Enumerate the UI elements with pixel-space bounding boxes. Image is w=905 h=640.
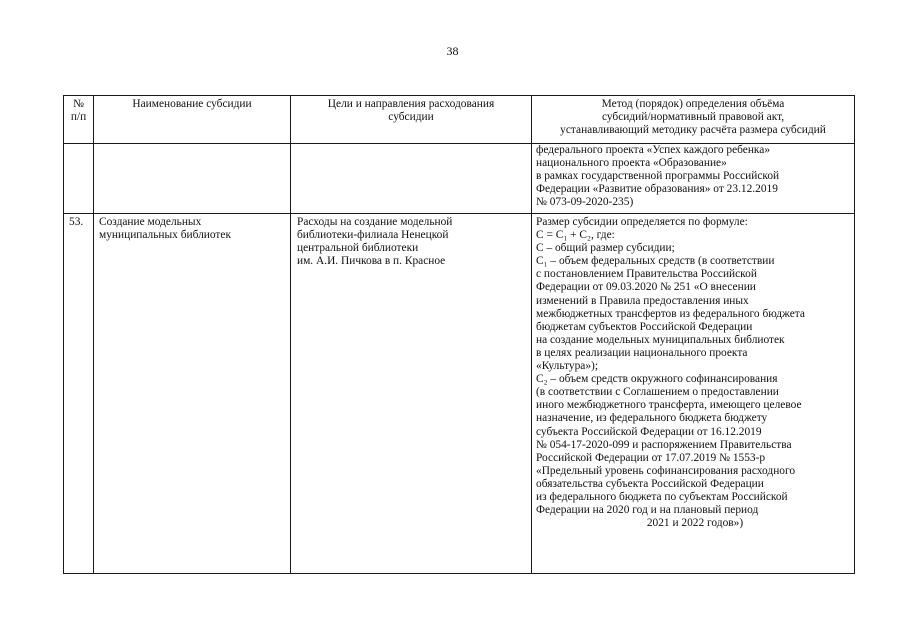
header-number-line: п/п xyxy=(70,111,87,124)
name-line: муниципальных библиотек xyxy=(99,229,232,242)
method-line: в рамках государственной программы Российской xyxy=(536,170,780,183)
goal-line: Расходы на создание модельной xyxy=(297,216,453,228)
method-line: Российской Федерации от 17.07.2019 № 1553-р xyxy=(536,451,766,464)
cell-goals xyxy=(291,214,532,574)
method-line: «Культура»); xyxy=(536,360,599,373)
method-line: С = С₁ + С₂, где: xyxy=(536,229,615,242)
method-line: иного межбюджетного трансферта, имеющего целевое xyxy=(536,399,802,412)
method-line: изменений в Правила предоставления иных xyxy=(536,294,749,307)
header-goals xyxy=(291,96,532,144)
goal-line: им. А.И. Пичкова в п. Красное xyxy=(297,255,446,268)
goal-line: центральной библиотеки xyxy=(297,242,419,255)
method-line: «Предельный уровень софинансирования расходного xyxy=(536,464,796,477)
method-line: Федерации на 2020 год и на плановый период xyxy=(536,504,759,517)
cell-number-empty xyxy=(64,144,94,214)
header-subsidy-name xyxy=(94,96,291,144)
table-row-53 xyxy=(64,214,855,574)
header-method-line: Метод (порядок) определения объёма xyxy=(601,98,785,110)
cell-method xyxy=(532,214,855,574)
header-goals-line: субсидии xyxy=(388,111,434,124)
method-line: субъекта Российской Федерации от 16.12.2019 xyxy=(536,425,762,438)
header-method xyxy=(532,96,855,144)
method-line: национального проекта «Образование» xyxy=(536,157,727,170)
method-line: бюджетам субъектов Российской Федерации xyxy=(536,320,753,333)
method-line: (в соответствии с Соглашением о предоставлении xyxy=(536,386,779,399)
header-subsidy-name-line: Наименование субсидии xyxy=(132,98,252,110)
method-line: назначение, из федерального бюджета бюджету xyxy=(536,412,768,425)
method-line: С₂ – объем средств окружного софинансирования xyxy=(536,373,778,386)
table-header-row xyxy=(64,96,855,144)
method-line: в целях реализации национального проекта xyxy=(536,346,748,359)
method-line: межбюджетных трансфертов из федерального бюджета xyxy=(536,307,805,320)
cell-number xyxy=(64,214,94,574)
page-number: 38 xyxy=(446,44,459,58)
method-line: 2021 и 2022 годов») xyxy=(646,517,744,530)
method-line: С₁ – объем федеральных средств (в соответствии xyxy=(536,255,775,268)
goal-line: библиотеки-филиала Ненецкой xyxy=(297,229,449,242)
cell-subsidy-name xyxy=(94,214,291,574)
method-line: № 073-09-2020-235) xyxy=(536,196,634,209)
method-line: Федерации от 09.03.2020 № 251 «О внесении xyxy=(536,281,756,294)
method-line: на создание модельных муниципальных библиотек xyxy=(536,333,785,346)
method-line: Федерации «Развитие образования» от 23.12.2019 xyxy=(536,183,778,196)
method-line: из федерального бюджета по субъектам Российской xyxy=(536,490,788,503)
row-number: 53. xyxy=(69,216,84,228)
header-method-line: устанавливающий методику расчёта размера субсидий xyxy=(560,124,826,137)
header-number xyxy=(64,96,94,144)
header-method-line: субсидий/нормативный правовой акт, xyxy=(601,111,785,124)
cell-name-empty xyxy=(94,144,291,214)
method-line: с постановлением Правительства Российской xyxy=(536,268,757,281)
method-line: обязательства субъекта Российской Федерации xyxy=(536,477,764,490)
subsidy-table xyxy=(63,95,855,574)
method-line: федерального проекта «Успех каждого ребенка» xyxy=(536,144,771,156)
name-line: Создание модельных xyxy=(99,216,202,228)
cell-method-continuation xyxy=(532,144,855,214)
header-number-line: № xyxy=(73,98,84,110)
method-line: № 054-17-2020-099 и распоряжением Правительства xyxy=(536,438,792,451)
header-goals-line: Цели и направления расходования xyxy=(327,98,495,110)
method-line: С – общий размер субсидии; xyxy=(536,242,675,255)
table-row-continuation xyxy=(64,144,855,214)
method-line: Размер субсидии определяется по формуле: xyxy=(536,216,748,228)
cell-goal-empty xyxy=(291,144,532,214)
